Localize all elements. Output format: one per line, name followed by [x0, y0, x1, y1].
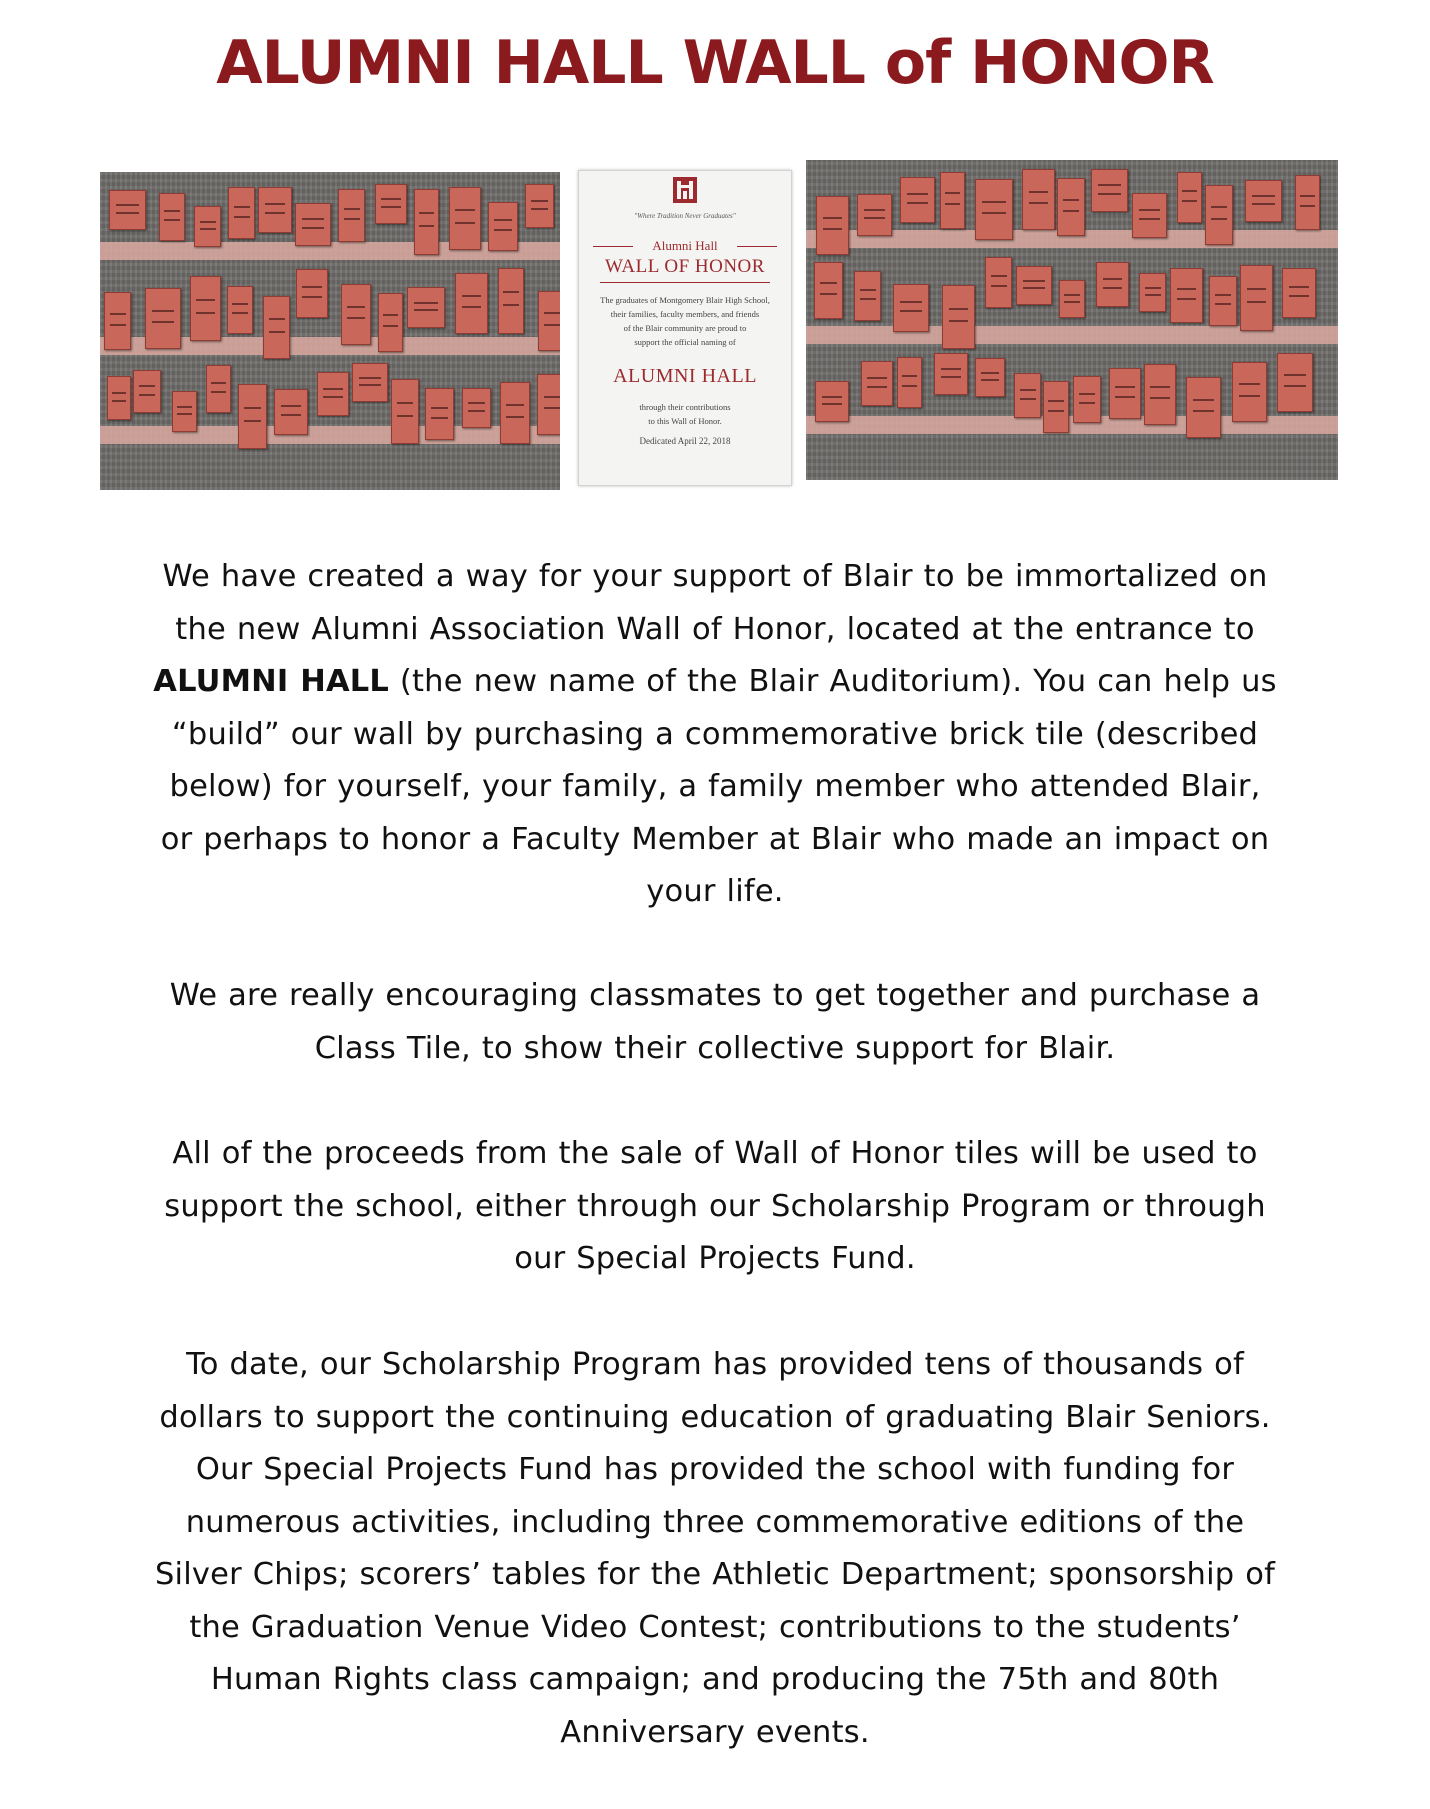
text-line: We have created a way for your support of Blair to be immortalized on — [162, 559, 1268, 594]
brick-tile — [296, 269, 328, 318]
brick-tile — [455, 273, 488, 334]
brick-tile — [857, 194, 892, 236]
plaque-body — [583, 293, 787, 349]
plaque-body-line: their families, faculty members, and friends — [610, 309, 760, 319]
brick-tile — [449, 187, 481, 250]
brick-tile — [861, 361, 893, 406]
plaque-motto: "Where Tradition Never Graduates" — [634, 212, 736, 220]
text-line: Human Rights class campaign; and producing the 75th and 80th — [210, 1662, 1220, 1697]
brick-tile — [462, 388, 491, 428]
brick-tile — [228, 187, 255, 239]
brick-tile — [1139, 273, 1166, 312]
text-line: Class Tile, to show their collective support for Blair. — [314, 1030, 1116, 1066]
plaque-divider — [600, 282, 770, 283]
brick-tile — [488, 202, 518, 251]
brick-tile — [338, 189, 365, 242]
brick-tile — [375, 184, 407, 224]
plaque-dedicated: Dedicated April 22, 2018 — [639, 436, 731, 446]
page-title: ALUMNI HALL WALL of HONOR — [216, 28, 1214, 98]
text-line: Silver Chips; scorers’ tables for the Athletic Department; sponsorship of — [154, 1557, 1276, 1592]
brick-tile — [975, 358, 1005, 397]
brick-tile — [1073, 376, 1101, 423]
text-line: Our Special Projects Fund has provided the school with funding for — [195, 1452, 1235, 1487]
brick-tile — [1245, 180, 1282, 222]
brick-tile — [525, 184, 554, 228]
brick-tile — [942, 285, 975, 349]
brick-tile — [537, 374, 560, 435]
brick-tile — [975, 179, 1013, 240]
brick-tile — [1240, 265, 1273, 331]
wall-photo-left — [100, 172, 560, 490]
brick-tile — [414, 189, 439, 255]
text-line — [60, 656, 1370, 709]
brick-tile — [814, 262, 843, 319]
text-line: the new Alumni Association Wall of Honor, located at the entrance to — [175, 611, 1255, 647]
text-line: your life. — [646, 874, 784, 909]
brick-tile — [1132, 193, 1167, 238]
brick-tile — [1277, 353, 1313, 412]
plaque-hall-label: Alumni Hall — [579, 238, 791, 254]
brick-tile — [1057, 178, 1085, 236]
dedication-plaque-photo — [578, 170, 792, 486]
brick-tile — [538, 291, 560, 351]
plaque-through-line: through their contributions — [639, 402, 731, 412]
brick-tile — [1014, 373, 1041, 418]
brick-tile — [1144, 364, 1176, 425]
paragraph-wall-intro — [60, 551, 1370, 919]
paragraph-proceeds — [60, 1128, 1370, 1286]
brick-tile — [934, 353, 968, 395]
brick-tile — [1232, 362, 1267, 422]
brick-tile — [500, 382, 530, 444]
text-line: dollars to support the continuing education of graduating Blair Seniors. — [159, 1399, 1271, 1435]
brick-tile — [1022, 169, 1055, 230]
brick-tile — [172, 391, 197, 432]
brick-tile — [1205, 185, 1233, 245]
brick-tile — [1096, 262, 1129, 307]
text-line: numerous activities, including three commemorative editions of the — [185, 1504, 1245, 1540]
brick-tile — [1043, 381, 1069, 433]
plaque-body-line: The graduates of Montgomery Blair High School, — [600, 295, 770, 305]
brick-tile — [1109, 368, 1141, 419]
brick-tile — [897, 357, 922, 408]
text-line: We are really encouraging classmates to get together and purchase a — [169, 978, 1261, 1013]
text-line: the Graduation Venue Video Contest; contributions to the students’ — [189, 1609, 1241, 1645]
brick-tile — [816, 196, 849, 255]
brick-tile — [1177, 172, 1202, 223]
brick-tile — [1209, 276, 1237, 326]
brick-tile — [145, 288, 181, 349]
brick-tile — [893, 284, 929, 332]
paragraph-scholarship — [60, 1339, 1370, 1759]
brick-tile — [317, 372, 349, 416]
brick-tile — [133, 370, 161, 413]
brick-tile — [341, 284, 371, 345]
text-span: (the new name of the Blair Auditorium). You can help us — [389, 664, 1277, 699]
plaque-wall-label: WALL OF HONOR — [605, 256, 765, 277]
brick-tile — [227, 286, 253, 334]
brick-tile — [1186, 377, 1221, 438]
brick-tile — [274, 389, 308, 435]
text-line: or perhaps to honor a Faculty Member at Blair who made an impact on — [160, 821, 1270, 857]
brick-tile — [107, 376, 131, 420]
brick-tile — [258, 187, 292, 233]
brick-tile — [498, 268, 524, 334]
brick-tile — [109, 190, 146, 230]
brick-tile — [1059, 280, 1085, 318]
paragraph-class-tile — [60, 970, 1370, 1075]
brick-tile — [159, 193, 185, 241]
brick-tile — [940, 172, 965, 229]
brick-tile — [854, 271, 881, 321]
brick-tile — [206, 365, 231, 413]
brick-tile — [1091, 169, 1128, 212]
text-line: “build” our wall by purchasing a commemorative brick tile (described — [171, 716, 1259, 752]
brick-tile — [295, 203, 331, 246]
plaque-through — [579, 400, 791, 428]
brick-tile — [194, 206, 221, 247]
brick-tile — [1016, 266, 1052, 305]
brick-tile — [1295, 175, 1320, 230]
brick-tile — [352, 363, 388, 402]
brick-tile — [985, 257, 1012, 308]
text-line: our Special Projects Fund. — [514, 1241, 916, 1276]
text-line: To date, our Scholarship Program has provided tens of thousands of — [186, 1347, 1244, 1382]
text-line: below) for yourself, your family, a family member who attended Blair, — [169, 769, 1261, 804]
brick-tile — [407, 287, 445, 328]
text-line: Anniversary events. — [560, 1714, 870, 1750]
brick-tile — [1170, 268, 1203, 323]
mb-logo-icon — [670, 175, 700, 205]
plaque-body-line: support the official naming of — [634, 337, 736, 347]
brick-tile — [378, 293, 403, 352]
brick-tile — [104, 292, 131, 350]
text-line: support the school, either through our Scholarship Program or through — [164, 1188, 1266, 1224]
brick-tile — [238, 384, 267, 449]
wall-band — [100, 426, 560, 444]
brick-tile — [391, 379, 419, 444]
brick-tile — [900, 177, 935, 223]
plaque-alumni-hall: ALUMNI HALL — [613, 365, 757, 387]
brick-tile — [263, 296, 290, 359]
text-line: All of the proceeds from the sale of Wall of Honor tiles will be used to — [172, 1136, 1258, 1171]
wall-photo-right — [806, 160, 1338, 480]
brick-tile — [1282, 268, 1316, 318]
plaque-through-line: to this Wall of Honor. — [648, 416, 722, 426]
brick-tile — [815, 381, 849, 422]
brick-tile — [190, 276, 221, 341]
alumni-hall-bold: ALUMNI HALL — [153, 664, 390, 699]
brick-tile — [425, 388, 454, 440]
plaque-body-line: of the Blair community are proud to — [623, 323, 747, 333]
